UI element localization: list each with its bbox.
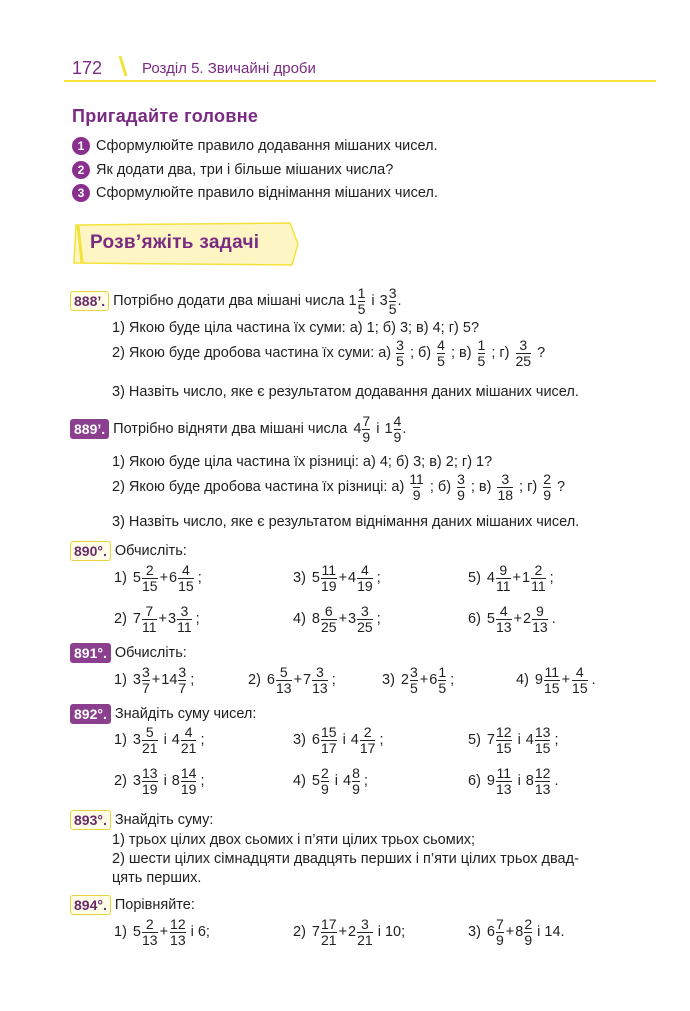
punct: ; <box>549 570 554 587</box>
punct: ; <box>195 611 200 628</box>
recall-item-text: Сформулюйте правило додавання мішаних чисел. <box>96 138 438 154</box>
item-label: 2) <box>114 611 127 628</box>
punct: ; <box>376 611 381 628</box>
fraction: $\frac{6}{25}$ <box>320 603 337 635</box>
expression-892 <box>468 725 558 755</box>
punct: ; <box>331 672 336 689</box>
fraction: $\frac{11}{15}$ <box>543 664 560 696</box>
mixed-whole: 1 <box>348 293 357 310</box>
operator: і <box>334 773 339 790</box>
recall-title: Пригадайте головне <box>72 106 259 126</box>
fraction-option: $\frac{11}{9}$ <box>409 471 424 503</box>
fraction-option: $\frac{3}{25}$ <box>515 337 532 369</box>
item-label: 2) <box>114 773 127 790</box>
problem-text: Порівняйте: <box>114 897 195 913</box>
mixed-whole: 6 <box>486 924 495 941</box>
item-label: 2) <box>293 924 306 941</box>
expression-892 <box>293 766 368 796</box>
fraction: $\frac{7}{11}$ <box>141 603 157 635</box>
problem-894-header <box>70 895 195 915</box>
problem-number-badge: 892°. <box>70 704 111 724</box>
problem-888-q3: 3) Назвіть число, яке є результатом додавання даних мішаних чисел. <box>112 384 579 400</box>
item-label: 5) <box>468 570 481 587</box>
mixed-whole: 6 <box>311 732 320 749</box>
problem-891-header <box>70 643 187 663</box>
problem-892-header <box>70 704 256 724</box>
sep: ; б) <box>429 479 452 496</box>
expression-891 <box>248 665 336 695</box>
operator: і <box>163 773 167 790</box>
fraction: $\frac{13}{19}$ <box>141 765 158 797</box>
sep: ; в) <box>470 479 492 496</box>
comparison-tail: і 14. <box>537 924 565 941</box>
fraction: $\frac{4}{15}$ <box>572 664 588 696</box>
recall-number-badge: 1 <box>72 137 90 155</box>
fraction: $\frac{2}{17}$ <box>359 724 376 756</box>
sep: ; г) <box>519 479 538 496</box>
punct: ; <box>197 570 202 587</box>
item-label: 5) <box>468 732 481 749</box>
mixed-whole: 3 <box>379 293 388 310</box>
fraction: $\frac{3}{5}$ <box>409 664 418 696</box>
fraction: $\frac{7}{9}$ <box>362 413 371 445</box>
sep: ? <box>557 479 566 496</box>
fraction-option: $\frac{2}{9}$ <box>543 471 552 503</box>
operator: і <box>517 732 521 749</box>
problem-888-header <box>70 286 402 316</box>
recall-item-text: Як додати два, три і більше мішаних числа? <box>96 162 394 178</box>
mixed-whole: 3 <box>132 672 141 689</box>
fraction: $\frac{9}{13}$ <box>532 603 548 635</box>
fraction: $\frac{12}{13}$ <box>170 916 186 948</box>
punct: . <box>554 773 559 790</box>
problem-889-header <box>70 414 406 444</box>
operator: і <box>342 732 346 749</box>
fraction: $\frac{17}{21}$ <box>320 916 337 948</box>
operator: + <box>512 570 521 587</box>
punct: . <box>591 672 596 689</box>
operator: + <box>561 672 571 689</box>
fraction: $\frac{3}{21}$ <box>357 916 373 948</box>
mixed-whole: 3 <box>132 773 141 790</box>
item-label: 3) <box>468 924 481 941</box>
mixed-whole: 4 <box>525 732 534 749</box>
punct: ; <box>450 672 455 689</box>
recall-number-badge: 2 <box>72 161 90 179</box>
mixed-whole: 4 <box>343 773 352 790</box>
fraction-option: $\frac{3}{18}$ <box>497 471 514 503</box>
item-label: 1) <box>114 732 127 749</box>
mixed-whole: 6 <box>266 672 275 689</box>
mixed-whole: 1 <box>522 570 531 587</box>
mixed-whole: 7 <box>132 611 141 628</box>
fraction: $\frac{4}{13}$ <box>495 603 512 635</box>
mixed-whole: 1 <box>384 421 393 438</box>
expression-891 <box>516 665 596 695</box>
item-label: 6) <box>468 611 481 628</box>
mixed-whole: 4 <box>353 421 362 438</box>
punct: ; <box>363 773 368 790</box>
fraction: $\frac{11}{19}$ <box>320 562 337 594</box>
punct: ; <box>554 732 559 749</box>
item-label: 1) <box>114 924 127 941</box>
problem-text: Обчисліть: <box>114 645 187 661</box>
problem-893-line3: цять перших. <box>112 870 202 886</box>
conjunction: і <box>371 293 375 310</box>
sep: ; б) <box>409 345 432 362</box>
fraction: $\frac{3}{7}$ <box>178 664 187 696</box>
item-label: 1) <box>114 672 127 689</box>
problem-text: Знайдіть суму: <box>114 812 214 828</box>
fraction: $\frac{3}{25}$ <box>357 603 373 635</box>
punct: ; <box>376 570 381 587</box>
problem-text: Потрібно відняти два мішані числа <box>113 421 348 438</box>
fraction: $\frac{3}{11}$ <box>177 603 192 635</box>
mixed-whole: 5 <box>132 570 141 587</box>
fraction: $\frac{8}{9}$ <box>352 765 360 797</box>
expression-892 <box>293 725 383 755</box>
punct: ; <box>200 732 205 749</box>
mixed-whole: 5 <box>311 570 320 587</box>
item-label: 3) <box>293 732 306 749</box>
item-label: 3) <box>382 672 395 689</box>
fraction: $\frac{1}{5}$ <box>438 664 447 696</box>
fraction-option: $\frac{1}{5}$ <box>477 337 486 369</box>
mixed-whole: 4 <box>348 570 357 587</box>
mixed-whole: 3 <box>348 611 357 628</box>
problem-893-header <box>70 810 213 830</box>
problem-893-line2: 2) шести цілих сімнадцяти двадцять перших і п’яти цілих трьох двад- <box>112 851 579 867</box>
mixed-whole: 7 <box>486 732 495 749</box>
expression-892 <box>114 725 204 755</box>
problem-number-badge: 894°. <box>70 895 111 915</box>
fraction: $\frac{2}{9}$ <box>524 916 533 948</box>
problem-889-q3: 3) Назвіть число, яке є результатом віднімання даних мішаних чисел. <box>112 514 580 530</box>
expression-892 <box>468 766 558 796</box>
fraction: $\frac{3}{13}$ <box>312 664 328 696</box>
problem-number-badge: 893°. <box>70 810 111 830</box>
expression-890 <box>293 563 381 593</box>
fraction: $\frac{2}{9}$ <box>320 765 329 797</box>
comparison-tail: і 6; <box>190 924 210 941</box>
operator: + <box>151 672 161 689</box>
mixed-whole: 2 <box>348 924 357 941</box>
expression-890 <box>114 604 200 634</box>
mixed-whole: 4 <box>350 732 359 749</box>
mixed-whole: 5 <box>311 773 320 790</box>
expression-892 <box>114 766 204 796</box>
fraction: $\frac{9}{11}$ <box>495 562 511 594</box>
problem-893-line1: 1) трьох цілих двох сьомих і п’яти цілих трьох сьомих; <box>112 832 476 848</box>
item-label: 6) <box>468 773 481 790</box>
operator: + <box>158 611 167 628</box>
mixed-whole: 2 <box>523 611 532 628</box>
operator: + <box>338 570 348 587</box>
problem-text: Знайдіть суму чисел: <box>114 706 257 722</box>
fraction: $\frac{5}{13}$ <box>275 664 292 696</box>
item-label: 3) <box>293 570 306 587</box>
expression-891 <box>114 665 194 695</box>
punct: ; <box>379 732 384 749</box>
mixed-whole: 5 <box>486 611 495 628</box>
recall-item <box>72 137 438 155</box>
problem-890-header <box>70 541 187 561</box>
expression-894 <box>114 917 210 947</box>
fraction: $\frac{7}{9}$ <box>495 916 504 948</box>
solve-banner-title: Розв’яжіть задачі <box>90 232 260 253</box>
mixed-whole: 9 <box>534 672 543 689</box>
fraction-option: $\frac{3}{9}$ <box>457 471 465 503</box>
punct: . <box>551 611 556 628</box>
header-slash-decoration <box>118 55 128 77</box>
fraction: $\frac{4}{19}$ <box>357 562 373 594</box>
mixed-whole: 8 <box>311 611 320 628</box>
mixed-whole: 3 <box>132 732 141 749</box>
fraction: $\frac{12}{13}$ <box>534 765 551 797</box>
operator: + <box>159 570 169 587</box>
expression-890 <box>114 563 202 593</box>
problem-number-badge: 890°. <box>70 541 111 561</box>
mixed-whole: 5 <box>132 924 141 941</box>
expression-894 <box>468 917 565 947</box>
recall-number-badge: 3 <box>72 184 90 202</box>
problem-text: Обчисліть: <box>114 543 187 559</box>
mixed-whole: 4 <box>486 570 495 587</box>
item-label: 4) <box>516 672 529 689</box>
page-number: 172 <box>72 58 103 78</box>
problem-889-q1: 1) Якою буде ціла частина їх різниці: а) 4; б) 3; в) 2; г) 1? <box>112 454 493 470</box>
fraction: $\frac{2}{15}$ <box>141 562 158 594</box>
mixed-whole: 6 <box>429 672 438 689</box>
comparison-tail: і 10; <box>377 924 406 941</box>
conjunction: і <box>376 421 380 438</box>
fraction: $\frac{13}{15}$ <box>534 724 551 756</box>
expression-890 <box>468 563 554 593</box>
fraction-option: $\frac{3}{5}$ <box>396 337 404 369</box>
operator: + <box>338 611 348 628</box>
fraction: $\frac{1}{5}$ <box>357 285 366 317</box>
chapter-title: Розділ 5. Звичайні дроби <box>142 60 316 77</box>
problem-number-badge: 889’. <box>70 419 109 439</box>
problem-888-q2 <box>112 338 545 368</box>
operator: + <box>338 924 348 941</box>
fraction: $\frac{12}{15}$ <box>495 724 512 756</box>
item-label: 2) <box>248 672 261 689</box>
operator: і <box>163 732 167 749</box>
fraction: $\frac{11}{13}$ <box>495 765 512 797</box>
operator: + <box>513 611 523 628</box>
header-divider <box>64 80 656 82</box>
fraction: $\frac{14}{19}$ <box>180 765 197 797</box>
question-text: 2) Якою буде дробова частина їх суми: а) <box>112 345 392 362</box>
problem-number-badge: 891°. <box>70 643 111 663</box>
item-label: 4) <box>293 773 306 790</box>
fraction: $\frac{3}{7}$ <box>141 664 150 696</box>
fraction-option: $\frac{4}{5}$ <box>437 337 445 369</box>
operator: + <box>505 924 515 941</box>
item-label: 1) <box>114 570 127 587</box>
operator: + <box>159 924 169 941</box>
punct: . <box>397 293 402 310</box>
mixed-whole: 7 <box>311 924 320 941</box>
operator: і <box>517 773 521 790</box>
expression-890 <box>468 604 556 634</box>
question-text: 2) Якою буде дробова частина їх різниці: а) <box>112 479 405 496</box>
recall-item <box>72 184 438 202</box>
mixed-whole: 2 <box>400 672 409 689</box>
expression-890 <box>293 604 381 634</box>
mixed-whole: 4 <box>171 732 180 749</box>
punct: ; <box>200 773 205 790</box>
expression-894 <box>293 917 405 947</box>
sep: ? <box>537 345 546 362</box>
fraction: $\frac{2}{11}$ <box>531 562 546 594</box>
item-label: 4) <box>293 611 306 628</box>
sep: ; г) <box>491 345 510 362</box>
problem-889-q2 <box>112 472 565 502</box>
fraction: $\frac{2}{13}$ <box>141 916 158 948</box>
fraction: $\frac{3}{5}$ <box>388 285 397 317</box>
punct: . <box>402 421 407 438</box>
mixed-whole: 7 <box>303 672 312 689</box>
mixed-whole: 9 <box>486 773 495 790</box>
problem-888-q1: 1) Якою буде ціла частина їх суми: а) 1; б) 3; в) 4; г) 5? <box>112 320 480 336</box>
mixed-whole: 8 <box>171 773 180 790</box>
mixed-whole: 8 <box>525 773 534 790</box>
fraction: $\frac{5}{21}$ <box>141 724 158 756</box>
fraction: $\frac{4}{21}$ <box>180 724 197 756</box>
operator: + <box>419 672 429 689</box>
expression-891 <box>382 665 454 695</box>
problem-number-badge: 888’. <box>70 291 109 311</box>
fraction: $\frac{15}{17}$ <box>320 724 337 756</box>
mixed-whole: 14 <box>161 672 178 689</box>
operator: + <box>293 672 303 689</box>
punct: ; <box>190 672 195 689</box>
recall-item <box>72 161 393 179</box>
mixed-whole: 8 <box>515 924 524 941</box>
recall-item-text: Сформулюйте правило віднімання мішаних чисел. <box>96 185 438 201</box>
fraction: $\frac{4}{9}$ <box>393 413 402 445</box>
sep: ; в) <box>450 345 472 362</box>
fraction: $\frac{4}{15}$ <box>178 562 194 594</box>
mixed-whole: 3 <box>168 611 177 628</box>
problem-text: Потрібно додати два мішані числа <box>113 293 345 310</box>
mixed-whole: 6 <box>169 570 178 587</box>
